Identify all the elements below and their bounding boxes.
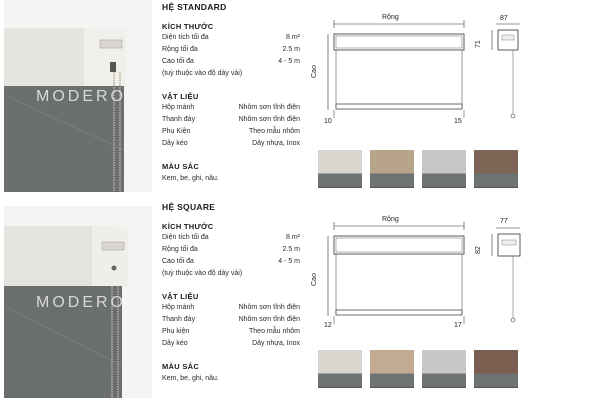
- spec-row: [162, 58, 300, 68]
- box-height-value: 71: [475, 40, 482, 48]
- material-heading: VẬT LIỆU: [162, 292, 199, 301]
- square-product-photo: [4, 206, 152, 398]
- section-title: HỆ STANDARD: [162, 2, 227, 12]
- square-section: [0, 200, 600, 400]
- size-note: (tuỳ thuộc vào độ dày vải): [162, 70, 243, 77]
- spec-label: Rộng tối đa: [162, 246, 198, 253]
- left-offset-value: 10: [324, 118, 332, 125]
- standard-product-photo: [4, 0, 152, 192]
- swatch-grey: [422, 350, 466, 388]
- spec-label: Diện tích tối đa: [162, 34, 209, 41]
- depth-value: 87: [500, 15, 508, 22]
- color-heading: MÀU SẮC: [162, 162, 200, 171]
- left-offset-value: 12: [324, 322, 332, 329]
- color-heading: MÀU SẮC: [162, 362, 200, 371]
- swatch-brown: [474, 350, 518, 388]
- width-label: Rộng: [382, 14, 399, 21]
- material-row: [162, 104, 300, 114]
- spec-label: Cao tối đa: [162, 58, 194, 65]
- material-label: Hộp mành: [162, 104, 195, 111]
- spec-value: 4 - 5 m: [278, 58, 300, 65]
- spec-row: [162, 246, 300, 256]
- colors-text: Kem, be, ghi, nâu.: [162, 175, 219, 182]
- material-row: [162, 116, 300, 126]
- material-label: Phụ kiện: [162, 328, 190, 335]
- swatch-brown: [474, 150, 518, 188]
- spec-value: 8 m²: [286, 234, 300, 241]
- spec-label: Cao tối đa: [162, 258, 194, 265]
- size-note: (tuỳ thuộc vào độ dày vải): [162, 270, 243, 277]
- material-value: Theo mẫu nhôm: [249, 128, 300, 135]
- material-label: Phụ Kiện: [162, 128, 191, 135]
- spec-value: 4 - 5 m: [278, 258, 300, 265]
- right-offset-value: 15: [454, 118, 462, 125]
- spec-label: Diện tích tối đa: [162, 234, 209, 241]
- spec-row: [162, 258, 300, 268]
- watermark: MODERO: [36, 88, 126, 105]
- material-label: Dây kéo: [162, 340, 188, 347]
- material-row: [162, 328, 300, 338]
- material-label: Hộp mành: [162, 304, 195, 311]
- size-heading: KÍCH THƯỚC: [162, 222, 214, 231]
- material-row: [162, 140, 300, 150]
- material-heading: VẬT LIỆU: [162, 92, 199, 101]
- spec-value: 8 m²: [286, 34, 300, 41]
- height-label: Cao: [311, 273, 318, 286]
- box-height-value: 82: [475, 246, 482, 254]
- material-row: [162, 340, 300, 350]
- spec-value: 2.5 m: [282, 46, 300, 53]
- watermark: MODERO: [36, 294, 126, 311]
- right-offset-value: 17: [454, 322, 462, 329]
- spec-row: [162, 234, 300, 244]
- material-value: Theo mẫu nhôm: [249, 328, 300, 335]
- swatch-beige: [370, 150, 414, 188]
- spec-row: [162, 46, 300, 56]
- material-value: Nhôm sơn tĩnh điện: [238, 104, 300, 111]
- size-heading: KÍCH THƯỚC: [162, 22, 214, 31]
- material-value: Dây nhựa, Inox: [252, 340, 300, 347]
- material-row: [162, 304, 300, 314]
- depth-value: 77: [500, 218, 508, 225]
- material-value: Dây nhựa, Inox: [252, 140, 300, 147]
- swatch-cream: [318, 150, 362, 188]
- width-label: Rộng: [382, 216, 399, 223]
- material-label: Thanh đáy: [162, 116, 196, 123]
- swatch-beige: [370, 350, 414, 388]
- material-label: Thanh đáy: [162, 316, 196, 323]
- spec-row: [162, 34, 300, 44]
- material-row: [162, 128, 300, 138]
- material-label: Dây kéo: [162, 140, 188, 147]
- height-label: Cao: [311, 65, 318, 78]
- swatch-grey: [422, 150, 466, 188]
- material-value: Nhôm sơn tĩnh điện: [238, 304, 300, 311]
- spec-value: 2.5 m: [282, 246, 300, 253]
- material-value: Nhôm sơn tĩnh điện: [238, 116, 300, 123]
- material-row: [162, 316, 300, 326]
- colors-text: Kem, be, ghi, nâu.: [162, 375, 219, 382]
- section-title: HỆ SQUARE: [162, 202, 216, 212]
- spec-label: Rộng tối đa: [162, 46, 198, 53]
- swatch-cream: [318, 350, 362, 388]
- material-value: Nhôm sơn tĩnh điện: [238, 316, 300, 323]
